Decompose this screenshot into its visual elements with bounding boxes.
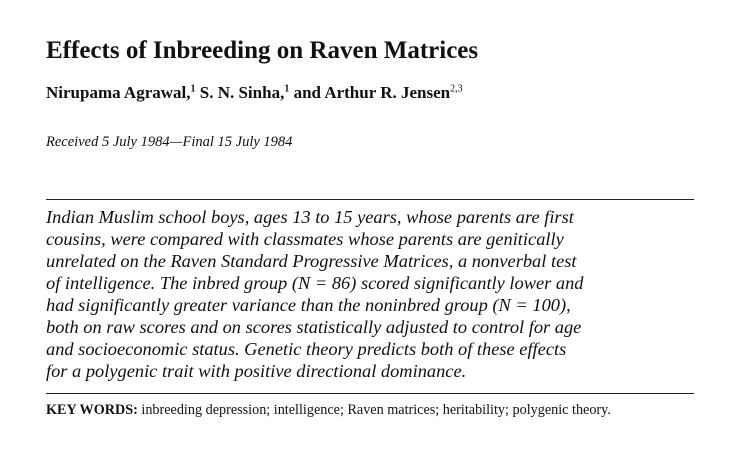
keywords-label: KEY WORDS:: [46, 402, 138, 418]
abstract-line: for a polygenic trait with positive directional dominance.: [46, 361, 467, 381]
abstract-line: had significantly greater variance than the noninbred group (N = 100),: [46, 295, 571, 315]
abstract-line: unrelated on the Raven Standard Progressive Matrices, a nonverbal test: [46, 251, 577, 271]
abstract-line: of intelligence. The inbred group (N = 86) scored significantly lower and: [46, 273, 584, 293]
abstract-top-rule: [46, 199, 694, 200]
abstract-line: cousins, were compared with classmates whose parents are genitically: [46, 229, 564, 249]
paper-title: Effects of Inbreeding on Raven Matrices: [46, 37, 479, 64]
author-name: Nirupama Agrawal,: [46, 83, 191, 102]
affiliation-marker: 2,3: [450, 83, 463, 95]
abstract-bottom-rule: [46, 393, 694, 394]
affiliation-marker: 1: [284, 83, 290, 95]
affiliation-marker: 1: [190, 83, 196, 95]
abstract: [46, 206, 706, 382]
received-dates: Received 5 July 1984—Final 15 July 1984: [46, 134, 293, 150]
author-name: Arthur R. Jensen: [324, 83, 451, 102]
abstract-line: both on raw scores and on scores statistically adjusted to control for age: [46, 317, 582, 337]
abstract-line: Indian Muslim school boys, ages 13 to 15 years, whose parents are first: [46, 207, 574, 227]
keywords: [46, 402, 706, 419]
abstract-line: and socioeconomic status. Genetic theory predicts both of these effects: [46, 339, 567, 359]
author-list: [46, 82, 463, 104]
keywords-text: inbreeding depression; intelligence; Raven matrices; heritability; polygenic theory.: [141, 402, 611, 418]
author-name: S. N. Sinha,: [199, 83, 285, 102]
author-conjunction: and: [293, 83, 321, 102]
